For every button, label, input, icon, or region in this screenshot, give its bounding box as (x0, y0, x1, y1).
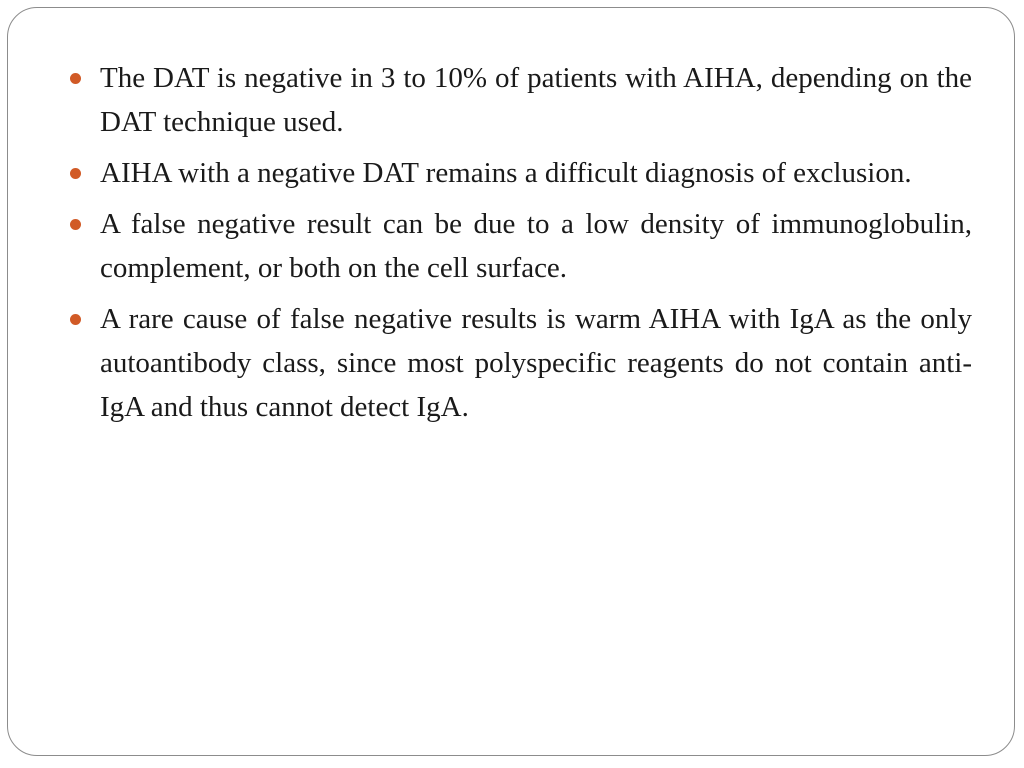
bullet-item (70, 202, 972, 290)
bullet-text: A false negative result can be due to a low density of immunoglobulin, complement, or both on the cell surface. (100, 208, 972, 284)
bullet-dot-icon (70, 168, 81, 179)
slide-frame (7, 7, 1015, 756)
bullet-item (70, 297, 972, 429)
bullet-item (70, 151, 972, 195)
bullet-list (70, 56, 972, 436)
bullet-text: A rare cause of false negative results is warm AIHA with IgA as the only autoantibody class, since most polyspecific reagents do not contain anti-IgA and thus cannot detect IgA. (100, 303, 972, 423)
bullet-dot-icon (70, 219, 81, 230)
bullet-text: The DAT is negative in 3 to 10% of patients with AIHA, depending on the DAT technique used. (100, 62, 972, 138)
bullet-text: AIHA with a negative DAT remains a difficult diagnosis of exclusion. (100, 157, 912, 189)
bullet-dot-icon (70, 73, 81, 84)
bullet-dot-icon (70, 314, 81, 325)
bullet-item (70, 56, 972, 144)
